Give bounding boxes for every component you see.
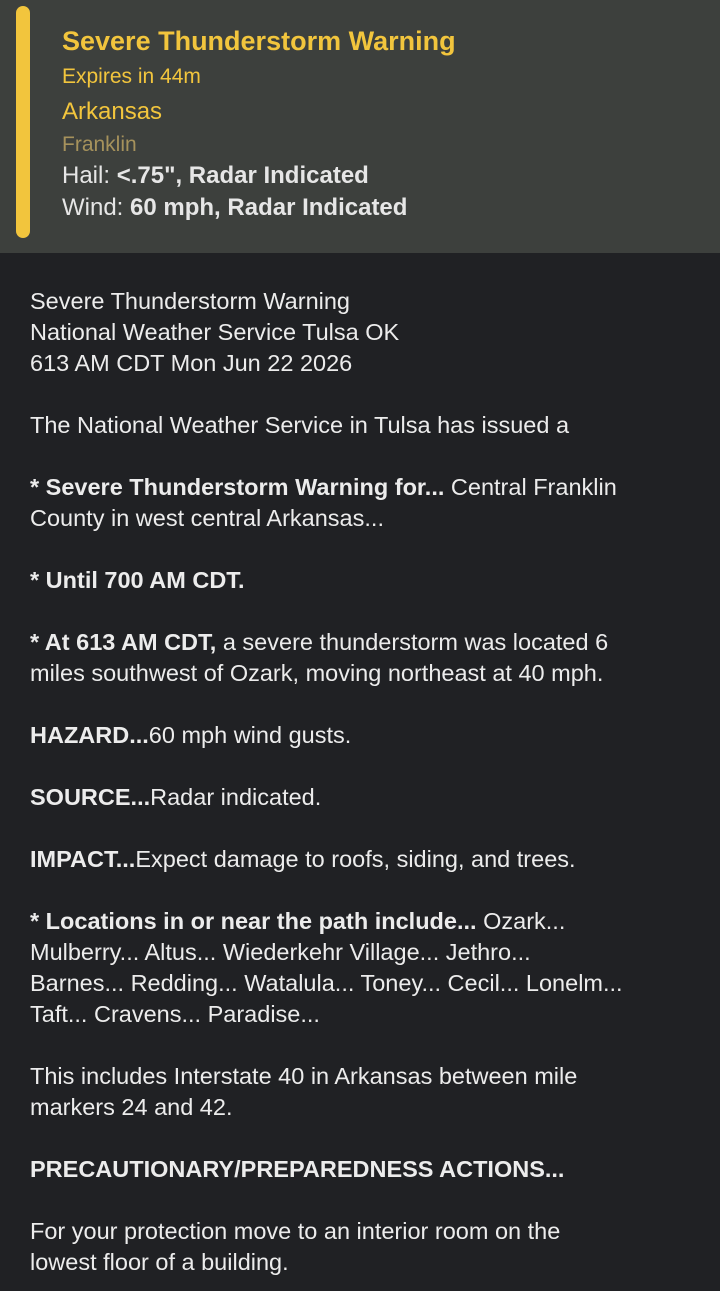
at-label: * At 613 AM CDT,	[30, 629, 217, 655]
alert-summary-text	[62, 22, 456, 224]
warning-for-text: Central Franklin	[450, 474, 617, 500]
alert-expiry	[62, 60, 456, 94]
locations-line: Taft... Cravens... Paradise...	[30, 1001, 320, 1027]
until-paragraph	[30, 565, 700, 596]
warning-for-paragraph	[30, 472, 700, 534]
alert-summary-card[interactable]	[0, 0, 720, 253]
precaution-heading-paragraph	[30, 1154, 700, 1185]
locations-line	[30, 906, 700, 937]
at-text: a severe thunderstorm was located 6	[222, 629, 609, 655]
locations-label: * Locations in or near the path include...	[30, 908, 477, 934]
until-line: * Until 700 AM CDT.	[30, 567, 245, 593]
source-text: Radar indicated.	[150, 784, 322, 810]
hazard-paragraph	[30, 720, 700, 751]
impact-line	[30, 844, 700, 875]
hail-value: <.75", Radar Indicated	[116, 162, 369, 189]
hazard-label: HAZARD...	[30, 722, 149, 748]
impact-label: IMPACT...	[30, 846, 136, 872]
storm-location-line: miles southwest of Ozark, moving northeast at 40 mph.	[30, 660, 604, 686]
bulletin-header	[30, 286, 700, 379]
precaution-heading: PRECAUTIONARY/PREPAREDNESS ACTIONS...	[30, 1156, 565, 1182]
storm-location-paragraph	[30, 627, 700, 689]
expires-value: 44m	[160, 65, 201, 88]
source-line	[30, 782, 700, 813]
impact-text: Expect damage to roofs, siding, and trees.	[135, 846, 576, 872]
warning-for-label: * Severe Thunderstorm Warning for...	[30, 474, 445, 500]
alert-bulletin-text	[30, 286, 700, 1278]
locations-text: Ozark...	[483, 908, 566, 934]
interstate-paragraph	[30, 1061, 700, 1123]
interstate-line: This includes Interstate 40 in Arkansas between mile	[30, 1063, 578, 1089]
bulletin-header-line: Severe Thunderstorm Warning	[30, 288, 351, 314]
alert-title: Severe Thunderstorm Warning	[62, 26, 456, 56]
hail-label: Hail:	[62, 162, 111, 189]
wind-detail	[62, 192, 456, 224]
hazard-line	[30, 720, 700, 751]
expires-label: Expires in	[62, 65, 155, 88]
bulletin-header-line: National Weather Service Tulsa OK	[30, 319, 400, 345]
protection-line: For your protection move to an interior room on the	[30, 1218, 561, 1244]
bulletin-intro	[30, 410, 700, 441]
locations-paragraph	[30, 906, 700, 1030]
warning-for-line: County in west central Arkansas...	[30, 505, 384, 531]
protection-line: lowest floor of a building.	[30, 1249, 289, 1275]
source-label: SOURCE...	[30, 784, 151, 810]
storm-location-line	[30, 627, 700, 658]
bulletin-header-line: 613 AM CDT Mon Jun 22 2026	[30, 350, 353, 376]
source-paragraph	[30, 782, 700, 813]
protection-paragraph	[30, 1216, 700, 1278]
warning-for-line	[30, 472, 700, 503]
interstate-line: markers 24 and 42.	[30, 1094, 233, 1120]
severity-accent-bar	[16, 6, 30, 238]
wind-label: Wind:	[62, 194, 124, 221]
intro-line: The National Weather Service in Tulsa has issued a	[30, 412, 570, 438]
hail-detail	[62, 160, 456, 192]
locations-line: Barnes... Redding... Watalula... Toney... Cecil... Lonelm...	[30, 970, 623, 996]
alert-state: Arkansas	[62, 98, 163, 125]
locations-line: Mulberry... Altus... Wiederkehr Village... Jethro...	[30, 939, 531, 965]
impact-paragraph	[30, 844, 700, 875]
hazard-text: 60 mph wind gusts.	[148, 722, 352, 748]
alert-county: Franklin	[62, 133, 137, 156]
wind-value: 60 mph, Radar Indicated	[130, 194, 408, 221]
